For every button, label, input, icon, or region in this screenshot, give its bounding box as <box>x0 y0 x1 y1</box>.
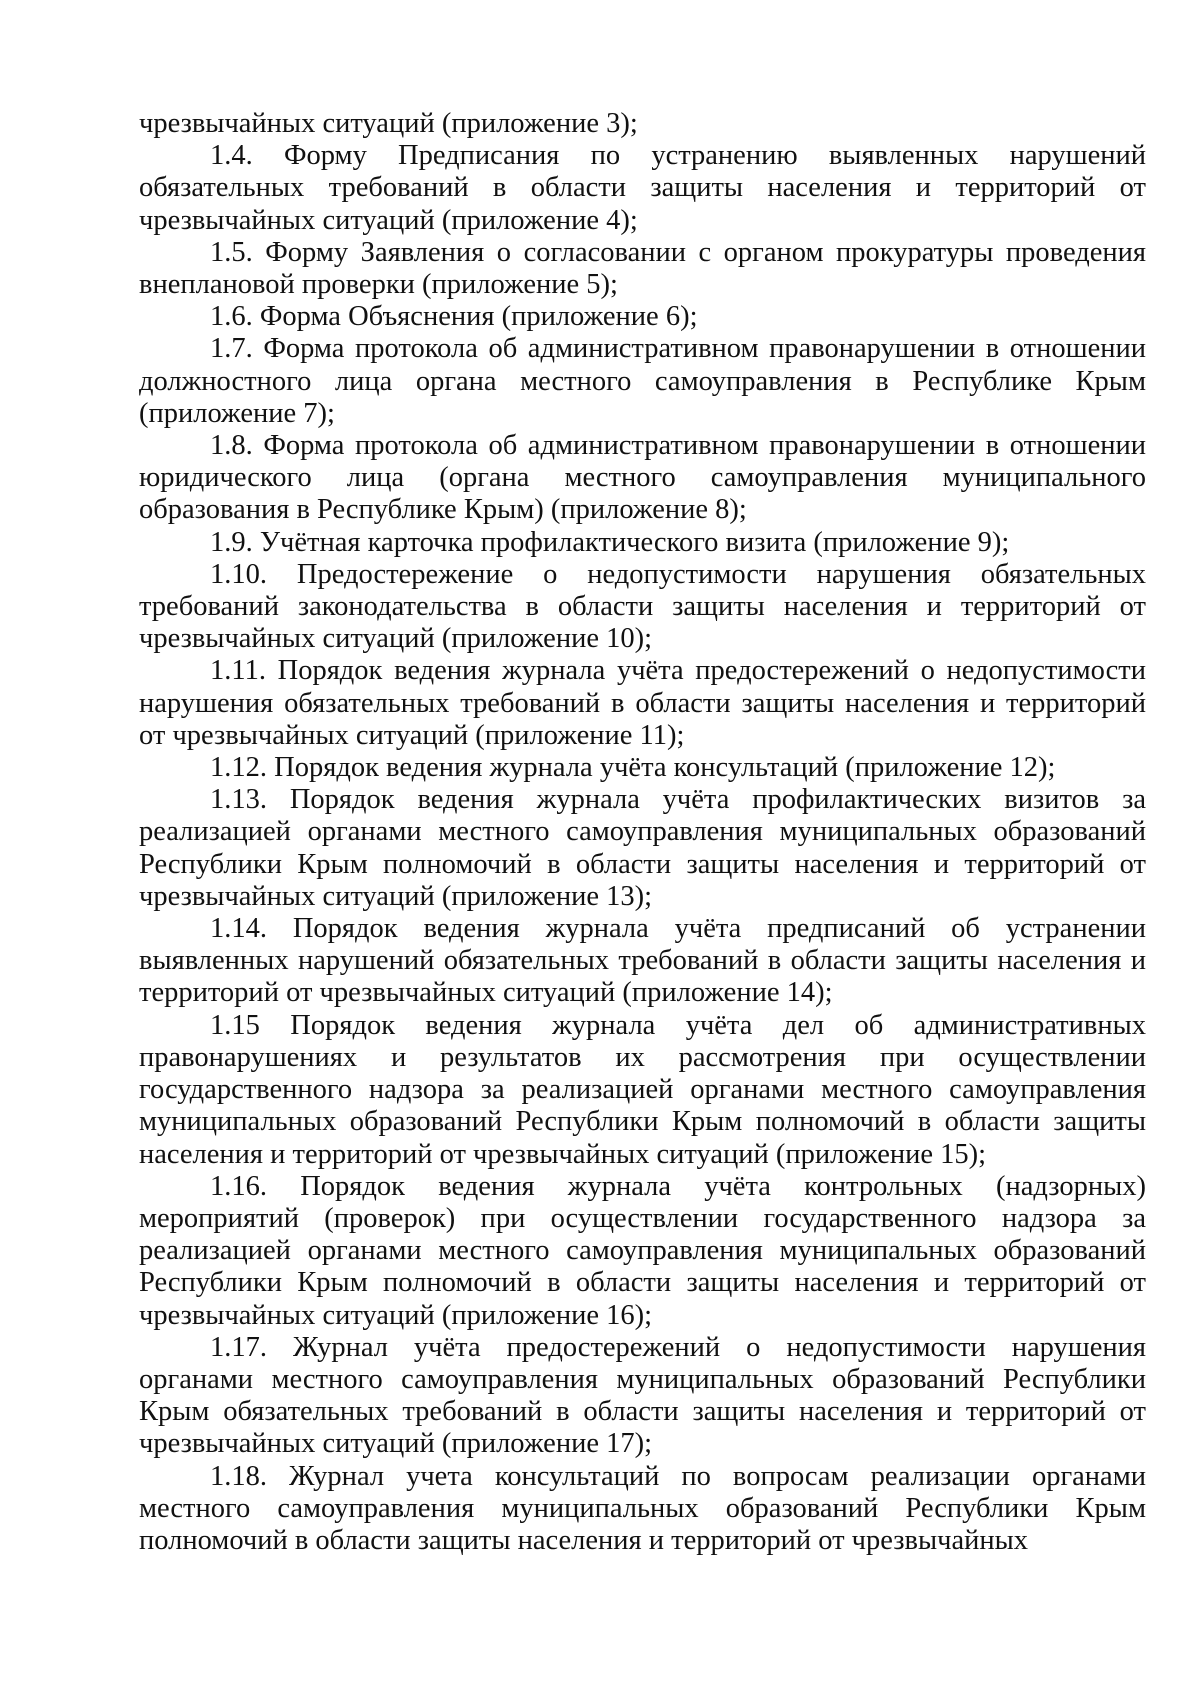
paragraph-1-6: 1.6. Форма Объяснения (приложение 6); <box>210 301 698 333</box>
paragraph-1-7: 1.7. Форма протокола об административном правонарушении в отношении должностного лица органа местного самоуправления в Республике Крым (приложение 7); <box>139 333 1146 429</box>
document-page <box>139 108 1146 1557</box>
paragraph-1-14: 1.14. Порядок ведения журнала учёта предписаний об устранении выявленных нарушений обязательных требований в области защиты населения и территорий от чрезвычайных ситуаций (приложение 14); <box>139 913 1146 1009</box>
paragraph-1-10: 1.10. Предостережение о недопустимости нарушения обязательных требований законодательства в области защиты населения и территорий от чрезвычайных ситуаций (приложение 10); <box>139 558 1146 655</box>
paragraph-1-17: 1.17. Журнал учёта предостережений о недопустимости нарушения органами местного самоуправления муниципальных образований Республики Крым обязательных требований в области защиты населения и территорий от чрезвычайных ситуаций (приложение 17); <box>139 1331 1146 1460</box>
paragraph-1-13: 1.13. Порядок ведения журнала учёта профилактических визитов за реализацией органами местного самоуправления муниципальных образований Республики Крым полномочий в области защиты населения и территорий от чрезвычайных ситуаций (приложение 13); <box>139 784 1146 912</box>
paragraph-1-11: 1.11. Порядок ведения журнала учёта предостережений о недопустимости нарушения обязательных требований в области защиты населения и территорий от чрезвычайных ситуаций (приложение 11); <box>139 655 1146 751</box>
paragraph-1-9: 1.9. Учётная карточка профилактического визита (приложение 9); <box>210 526 1010 558</box>
paragraph-1-15: 1.15 Порядок ведения журнала учёта дел об административных правонарушениях и результатов их рассмотрения при осуществлении государственного надзора за реализацией органами местного самоуправления муниципальных образований Республики Крым полномочий в области защиты населения и территорий от чрезвычайных ситуаций (приложение 15); <box>139 1009 1146 1170</box>
paragraph-1-18: 1.18. Журнал учета консультаций по вопросам реализации органами местного самоуправления муниципальных образований Республики Крым полномочий в области защиты населения и территорий от чрезвычайных <box>139 1460 1146 1556</box>
paragraph-1-5: 1.5. Форму Заявления о согласовании с органом прокуратуры проведения внеплановой проверки (приложение 5); <box>139 236 1146 301</box>
paragraph-continuation: чрезвычайных ситуаций (приложение 3); <box>139 108 638 139</box>
paragraph-1-16: 1.16. Порядок ведения журнала учёта контрольных (надзорных) мероприятий (проверок) при осуществлении государственного надзора за реализацией органами местного самоуправления муниципальных образований Республики Крым полномочий в области защиты населения и территорий от чрезвычайных ситуаций (приложение 16); <box>139 1170 1146 1331</box>
paragraph-1-4: 1.4. Форму Предписания по устранению выявленных нарушений обязательных требований в области защиты населения и территорий от чрезвычайных ситуаций (приложение 4); <box>139 140 1146 236</box>
paragraph-1-8: 1.8. Форма протокола об административном правонарушении в отношении юридического лица (органа местного самоуправления муниципального образования в Республике Крым) (приложение 8); <box>139 430 1146 526</box>
paragraph-1-12: 1.12. Порядок ведения журнала учёта консультаций (приложение 12); <box>210 752 1056 784</box>
